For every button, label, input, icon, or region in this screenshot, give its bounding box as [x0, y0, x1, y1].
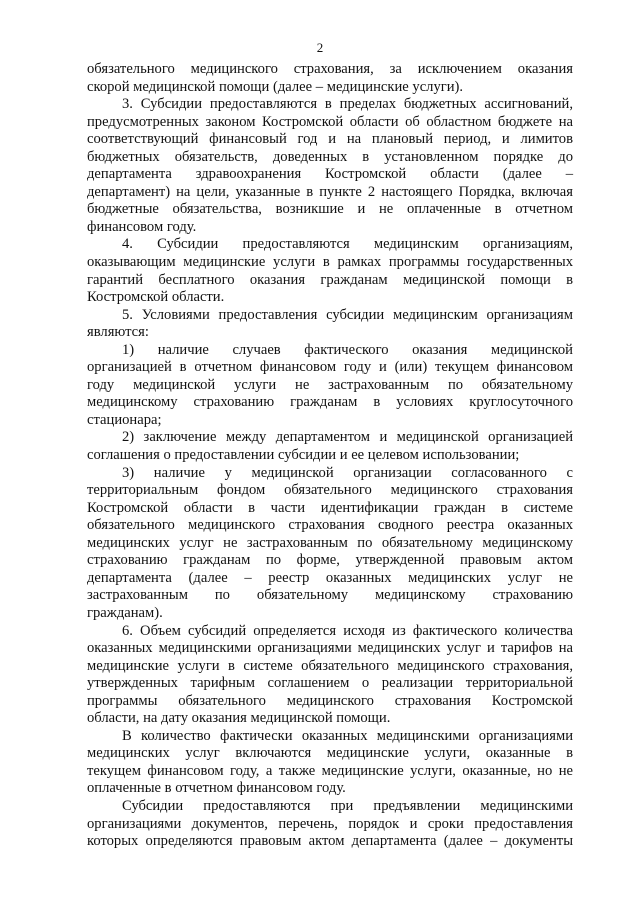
- text-line: территориальным фондом обязательного медицинского страхования: [87, 482, 573, 499]
- text-line: финансовом году.: [87, 218, 197, 235]
- text-line: 5. Условиями предоставления субсидии медицинским организациям: [122, 306, 573, 323]
- text-line: медицинских услуг не застрахованным по обязательному медицинскому: [87, 534, 573, 551]
- text-line: Костромской области.: [87, 289, 225, 306]
- text-line: соглашения о предоставлении субсидии и ее целевом использовании;: [87, 447, 520, 464]
- text-line: гражданам).: [87, 604, 163, 621]
- text-line: страхованию гражданам по форме, утвержденной правовым актом: [87, 552, 573, 569]
- page-number: 2: [316, 40, 324, 55]
- text-line: являются:: [87, 324, 149, 341]
- text-line: медицинскому страхованию гражданам в условиях круглосуточного: [87, 394, 573, 411]
- text-line: Субсидии предоставляются при предъявлении медицинскими: [122, 797, 573, 814]
- text-line: бюджетных обязательств, доведенных в установленном порядке до: [87, 148, 573, 165]
- text-line: году медицинской услуги не застрахованным по обязательному: [87, 376, 573, 393]
- text-line: программы обязательного медицинского страхования Костромской: [87, 692, 573, 709]
- text-line: оказанных медицинскими организациями медицинских услуг и тарифов на: [87, 640, 573, 657]
- text-line: обязательного медицинского страхования сводного реестра оказанных: [87, 517, 573, 534]
- text-line: предусмотренных законом Костромской области об областном бюджете на: [87, 113, 573, 130]
- text-line: области, на дату оказания медицинской помощи.: [87, 710, 391, 727]
- text-line: 1) наличие случаев фактического оказания медицинской: [122, 341, 573, 358]
- text-line: оплаченные в отчетном финансовом году.: [87, 780, 346, 797]
- text-line: медицинские услуги в системе обязательного медицинского страхования,: [87, 657, 573, 674]
- text-line: стационара;: [87, 411, 162, 428]
- text-line: застрахованным по обязательному медицинскому страхованию: [87, 587, 573, 604]
- text-line: департамента здравоохранения Костромской области (далее –: [87, 166, 573, 183]
- text-line: медицинских услуг включаются медицинские услуги, оказанные в: [87, 745, 573, 762]
- text-line: департамента (далее – реестр оказанных медицинских услуг не: [87, 569, 573, 586]
- text-line: утвержденных тарифным соглашением о реализации территориальной: [87, 675, 573, 692]
- text-line: гарантий бесплатного оказания гражданам медицинской помощи в: [87, 271, 573, 288]
- text-line: которых определяются правовым актом департамента (далее – документы: [87, 833, 573, 850]
- text-line: 4. Субсидии предоставляются медицинским организациям,: [122, 236, 573, 253]
- text-line: 2) заключение между департаментом и медицинской организацией: [122, 429, 573, 446]
- text-line: текущем финансовом году, а также медицинские услуги, оказанные, но не: [87, 762, 573, 779]
- text-line: В количество фактически оказанных медицинскими организациями: [122, 727, 573, 744]
- text-line: Костромской области в части идентификации граждан в системе: [87, 499, 573, 516]
- text-line: 6. Объем субсидий определяется исходя из фактического количества: [122, 622, 573, 639]
- document-body: [87, 61, 573, 851]
- text-line: департамент) на цели, указанные в пункте 2 настоящего Порядка, включая: [87, 183, 573, 200]
- text-line: 3. Субсидии предоставляются в пределах бюджетных ассигнований,: [122, 96, 573, 113]
- text-line: организациями документов, перечень, порядок и сроки предоставления: [87, 815, 573, 832]
- text-line: организацией в отчетном финансовом году и (или) текущем финансовом: [87, 359, 573, 376]
- text-line: оказывающим медицинские услуги в рамках программы государственных: [87, 254, 573, 271]
- text-line: соответствующий финансовый год и на плановый период, и лимитов: [87, 131, 573, 148]
- text-line: обязательного медицинского страхования, за исключением оказания: [87, 61, 573, 77]
- text-line: 3) наличие у медицинской организации согласованного с: [122, 464, 573, 481]
- text-line: бюджетные обязательства, возникшие и не оплаченные в отчетном: [87, 201, 573, 218]
- text-line: скорой медицинской помощи (далее – медицинские услуги).: [87, 78, 464, 95]
